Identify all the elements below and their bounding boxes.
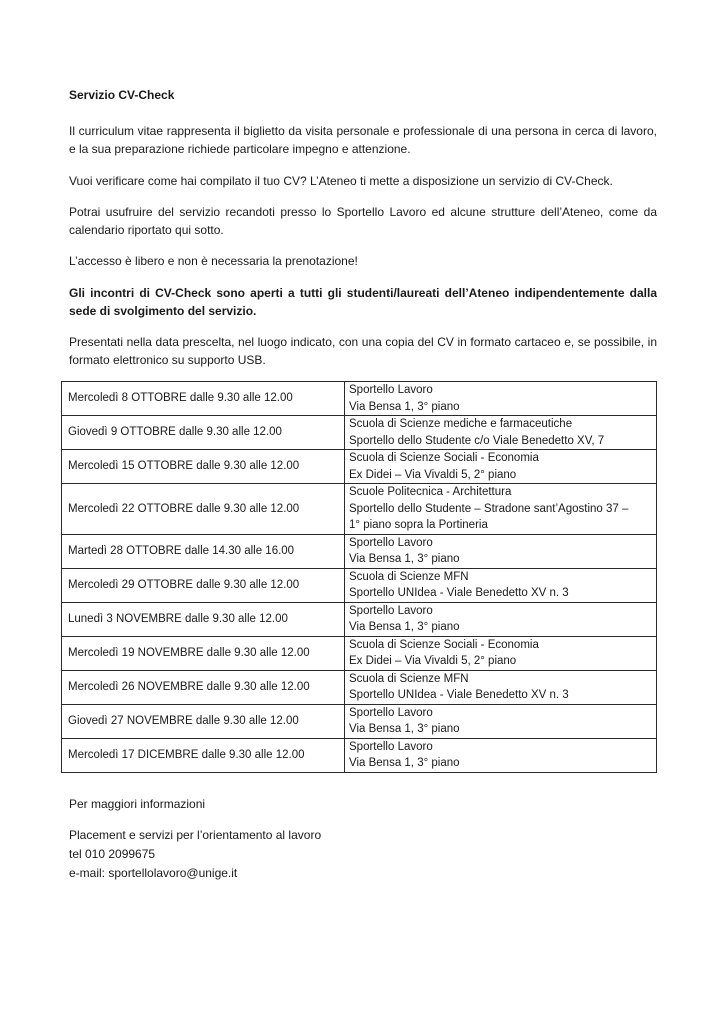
- open-to-all-paragraph: Gli incontri di CV-Check sono aperti a tutti gli studenti/laureati dell’Ateneo indipendentemente dalla sede di svolgimento del servizio.: [69, 286, 657, 318]
- schedule-place-cell: [345, 738, 657, 772]
- schedule-date-cell: Giovedì 9 OTTOBRE dalle 9.30 alle 12.00: [62, 416, 345, 450]
- schedule-date-cell: Mercoledì 19 NOVEMBRE dalle 9.30 alle 12.00: [62, 636, 345, 670]
- place-line: Sportello Lavoro: [349, 706, 433, 719]
- place-line: Via Bensa 1, 3° piano: [349, 723, 460, 735]
- schedule-place-cell: [345, 704, 657, 738]
- place-line: Scuola di Scienze Sociali - Economia: [349, 452, 539, 464]
- place-line: Sportello Lavoro: [349, 536, 433, 549]
- table-row: [62, 484, 657, 535]
- place-line: Scuola di Scienze mediche e farmaceutiche: [349, 418, 573, 430]
- cv-check-paragraph: Vuoi verificare come hai compilato il tuo CV? L’Ateneo ti mette a disposizione un servizio di CV-Check.: [69, 174, 613, 188]
- table-row: [62, 568, 657, 602]
- schedule-date-cell: Mercoledì 29 OTTOBRE dalle 9.30 alle 12.00: [62, 568, 345, 602]
- schedule-place-cell: [345, 382, 657, 416]
- place-line: 1° piano sopra la Portineria: [349, 519, 488, 531]
- place-line: Sportello dello Studente – Stradone sant’Agostino 37 –: [349, 502, 629, 515]
- schedule-date-cell: Mercoledì 17 DICEMBRE dalle 9.30 alle 12.00: [62, 738, 345, 772]
- schedule-table: [61, 381, 657, 773]
- place-line: Scuola di Scienze MFN: [349, 570, 469, 583]
- table-row: [62, 416, 657, 450]
- schedule-date-cell: Mercoledì 15 OTTOBRE dalle 9.30 alle 12.00: [62, 450, 345, 484]
- place-line: Scuola di Scienze MFN: [349, 672, 469, 685]
- place-line: Via Bensa 1, 3° piano: [349, 757, 460, 769]
- place-line: Sportello UNIdea - Viale Benedetto XV n. 3: [349, 689, 569, 701]
- table-row: [62, 670, 657, 704]
- instructions-paragraph: Presentati nella data prescelta, nel luogo indicato, con una copia del CV in formato cartaceo e, se possibile, in formato elettronico su supporto USB.: [69, 335, 657, 367]
- schedule-place-cell: [345, 450, 657, 484]
- place-line: Ex Didei – Via Vivaldi 5, 2° piano: [349, 655, 517, 667]
- place-line: Via Bensa 1, 3° piano: [349, 400, 460, 413]
- schedule-place-cell: [345, 670, 657, 704]
- more-info-label: Per maggiori informazioni: [69, 797, 206, 811]
- table-row: [62, 382, 657, 416]
- schedule-date-cell: Lunedì 3 NOVEMBRE dalle 9.30 alle 12.00: [62, 602, 345, 636]
- table-row: [62, 704, 657, 738]
- schedule-place-cell: [345, 636, 657, 670]
- table-row: [62, 636, 657, 670]
- schedule-place-cell: [345, 568, 657, 602]
- email-address[interactable]: e-mail: sportellolavoro@unige.it: [69, 866, 238, 880]
- schedule-date-cell: Mercoledì 8 OTTOBRE dalle 9.30 alle 12.00: [62, 382, 345, 416]
- place-line: Sportello Lavoro: [349, 740, 433, 753]
- document-title: Servizio CV-Check: [69, 88, 175, 102]
- access-paragraph: L’accesso è libero e non è necessaria la prenotazione!: [69, 254, 358, 268]
- place-line: Via Bensa 1, 3° piano: [349, 553, 460, 565]
- schedule-place-cell: [345, 484, 657, 535]
- place-line: Sportello Lavoro: [349, 604, 433, 617]
- intro-paragraph: Il curriculum vitae rappresenta il biglietto da visita personale e professionale di una persona in cerca di lavoro, e la sua preparazione richiede particolare impegno e attenzione.: [69, 124, 657, 156]
- schedule-date-cell: Giovedì 27 NOVEMBRE dalle 9.30 alle 12.00: [62, 704, 345, 738]
- place-line: Scuole Politecnica - Architettura: [349, 486, 512, 498]
- place-line: Sportello UNIdea - Viale Benedetto XV n. 3: [349, 587, 569, 599]
- place-line: Via Bensa 1, 3° piano: [349, 621, 460, 633]
- table-row: [62, 534, 657, 568]
- place-line: Ex Didei – Via Vivaldi 5, 2° piano: [349, 468, 517, 481]
- schedule-place-cell: [345, 602, 657, 636]
- contact-block: [69, 826, 321, 883]
- phone-number: tel 010 2099675: [69, 847, 156, 861]
- schedule-date-cell: Martedì 28 OTTOBRE dalle 14.30 alle 16.00: [62, 534, 345, 568]
- location-paragraph: Potrai usufruire del servizio recandoti presso lo Sportello Lavoro ed alcune strutture dell’Ateneo, come da calendario riportato qui sotto.: [69, 205, 657, 237]
- schedule-place-cell: [345, 416, 657, 450]
- office-name: Placement e servizi per l’orientamento al lavoro: [69, 828, 322, 842]
- place-line: Sportello Lavoro: [349, 384, 433, 396]
- place-line: Sportello dello Studente c/o Viale Benedetto XV, 7: [349, 434, 605, 447]
- table-row: [62, 450, 657, 484]
- schedule-place-cell: [345, 534, 657, 568]
- schedule-date-cell: Mercoledì 22 OTTOBRE dalle 9.30 alle 12.00: [62, 484, 345, 535]
- table-row: [62, 738, 657, 772]
- table-row: [62, 602, 657, 636]
- schedule-date-cell: Mercoledì 26 NOVEMBRE dalle 9.30 alle 12.00: [62, 670, 345, 704]
- place-line: Scuola di Scienze Sociali - Economia: [349, 638, 539, 651]
